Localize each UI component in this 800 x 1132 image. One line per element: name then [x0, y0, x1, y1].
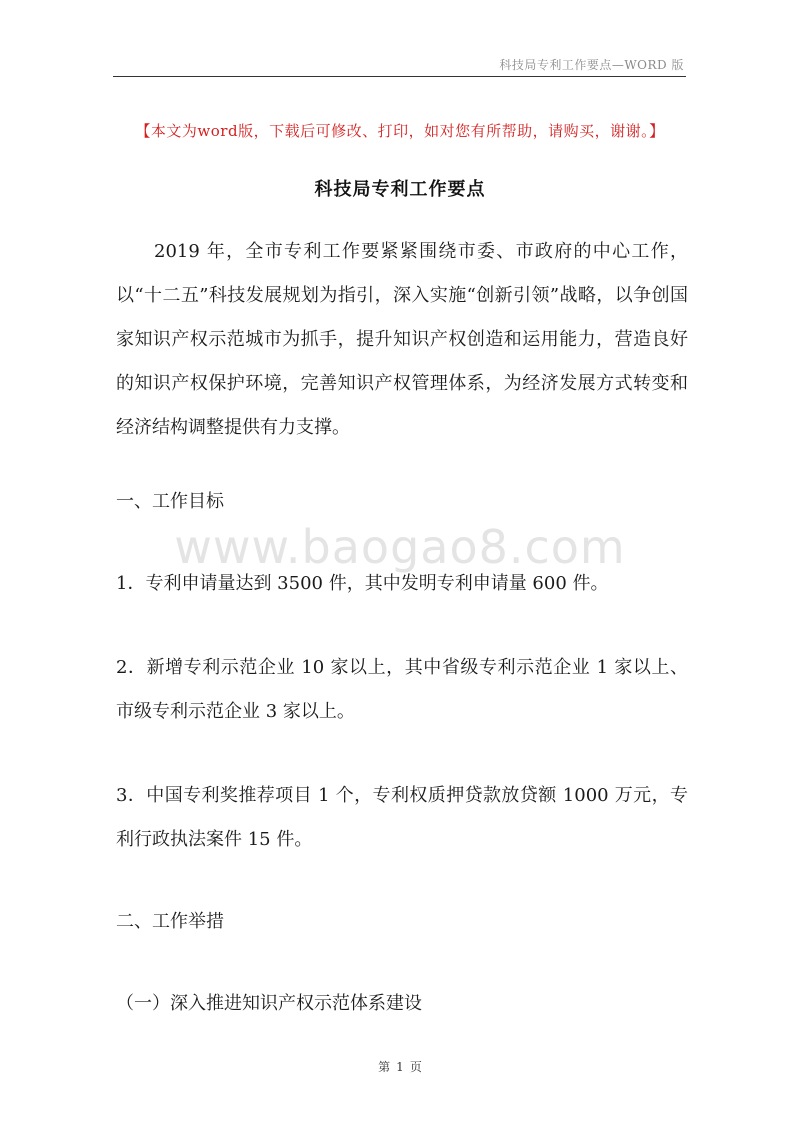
intro-paragraph: 2019 年，全市专利工作要紧紧围绕市委、市政府的中心工作，以“十二五”科技发展规划为指引，深入实施“创新引领”战略，以争创国家知识产权示范城市为抓手，提升知识产权创造和运用能力，营造良好的知识产权保护环境，完善知识产权管理体系，为经济发展方式转变和经济结构调整提供有力支撑。 [116, 241, 688, 438]
purchase-notice: 【本文为word版，下载后可修改、打印，如对您有所帮助，请购买，谢谢。】 [135, 122, 665, 140]
running-title: 科技局专利工作要点—WORD 版 [499, 58, 684, 72]
watermark-text: www.baogao8.com [174, 520, 626, 574]
goals-heading: 一、工作目标 [116, 491, 224, 512]
page-label-suffix: 页 [409, 1060, 422, 1074]
page-footer [0, 1058, 800, 1075]
goal-item-3: 3．中国专利奖推荐项目 1 个，专利权质押贷款放贷额 1000 万元，专利行政执法案件 15 件。 [116, 785, 688, 850]
page-number: 1 [396, 1060, 404, 1074]
goal-item-1: 1．专利申请量达到 3500 件，其中发明专利申请量 600 件。 [116, 573, 609, 594]
goal-item-2: 2．新增专利示范企业 10 家以上，其中省级专利示范企业 1 家以上、市级专利示范企业 3 家以上。 [116, 657, 688, 722]
measure-1-heading: （一）深入推进知识产权示范体系建设 [116, 993, 422, 1014]
document-title: 科技局专利工作要点 [314, 179, 486, 200]
header-divider [113, 76, 686, 77]
page-label-prefix: 第 [378, 1060, 391, 1074]
measures-heading: 二、工作举措 [116, 911, 224, 932]
